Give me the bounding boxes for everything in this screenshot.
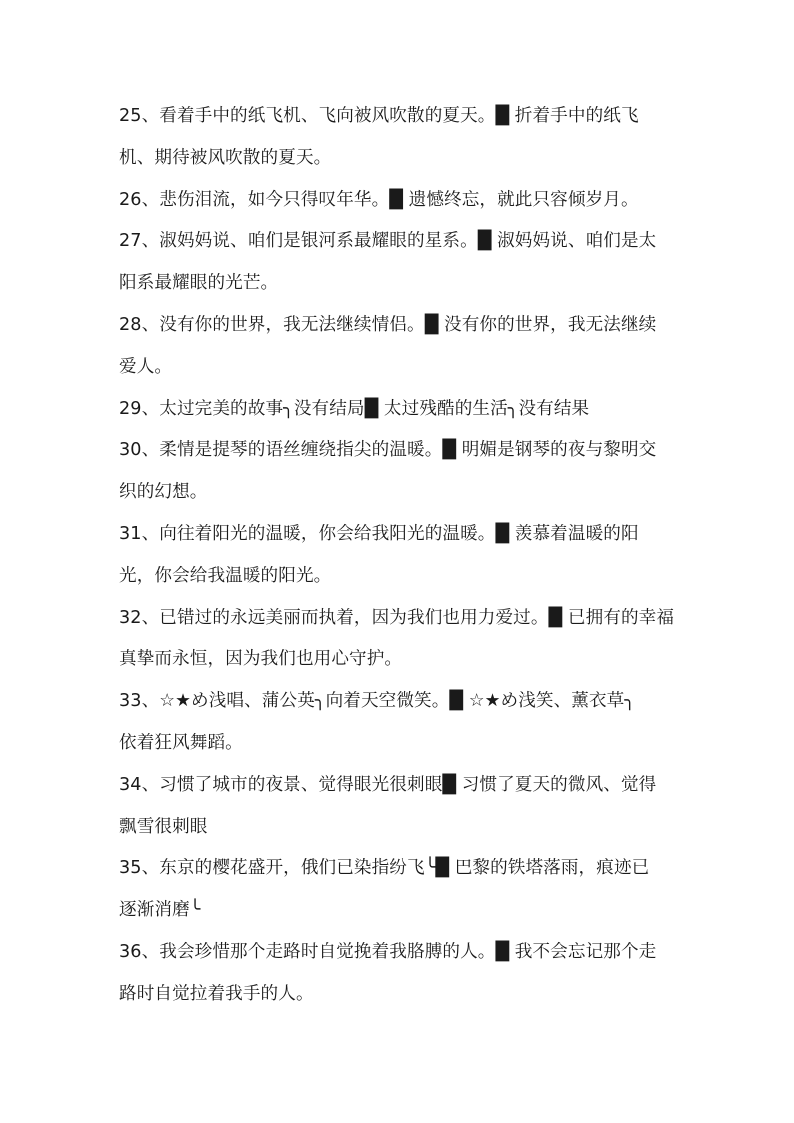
text-line: 33、☆★め浅唱、蒲公英╮向着天空微笑。█ ☆★め浅笑、薰衣草╮ (119, 691, 636, 712)
text-line: 34、习惯了城市的夜景、觉得眼光很刺眼█ 习惯了夏天的微风、觉得 (119, 774, 657, 795)
text-line: 逐渐消磨╰ (119, 900, 201, 921)
text-line: 路时自觉拉着我手的人。 (119, 983, 314, 1004)
text-line: 31、向往着阳光的温暖，你会给我阳光的温暖。█ 羡慕着温暖的阳 (119, 523, 639, 544)
text-line: 30、柔情是提琴的语丝缠绕指尖的温暖。█ 明媚是钢琴的夜与黎明交 (119, 440, 657, 461)
text-line: 织的幻想。 (119, 482, 208, 503)
text-line: 机、期待被风吹散的夏天。 (119, 147, 332, 168)
text-line: 阳系最耀眼的光芒。 (119, 273, 279, 294)
text-line: 36、我会珍惜那个走路时自觉挽着我胳膊的人。█ 我不会忘记那个走 (119, 941, 657, 962)
text-line: 依着狂风舞蹈。 (119, 732, 243, 753)
text-line: 飘雪很刺眼 (119, 816, 208, 837)
text-line: 光，你会给我温暖的阳光。 (119, 565, 332, 586)
text-line: 27、淑妈妈说、咱们是银河系最耀眼的星系。█ 淑妈妈说、咱们是太 (119, 231, 657, 252)
text-line: 真挚而永恒，因为我们也用心守护。 (119, 649, 403, 670)
text-line: 25、看着手中的纸飞机、飞向被风吹散的夏天。█ 折着手中的纸飞 (119, 106, 639, 126)
text-line: 35、东京的樱花盛开，俄们已染指纷飞╰█ 巴黎的铁塔落雨，痕迹已 (119, 858, 650, 879)
text-line: 26、悲伤泪流，如今只得叹年华。█ 遗憾终忘，就此只容倾岁月。 (119, 189, 639, 210)
text-line: 爱人。 (119, 356, 173, 377)
text-line: 28、没有你的世界，我无法继续情侣。█ 没有你的世界，我无法继续 (119, 314, 657, 335)
text-line: 29、太过完美的故事╮没有结局█ 太过残酷的生活╮没有结果 (119, 398, 590, 419)
sentence-list (119, 96, 679, 1016)
text-line: 32、已错过的永远美丽而执着，因为我们也用力爱过。█ 已拥有的幸福 (119, 607, 675, 628)
